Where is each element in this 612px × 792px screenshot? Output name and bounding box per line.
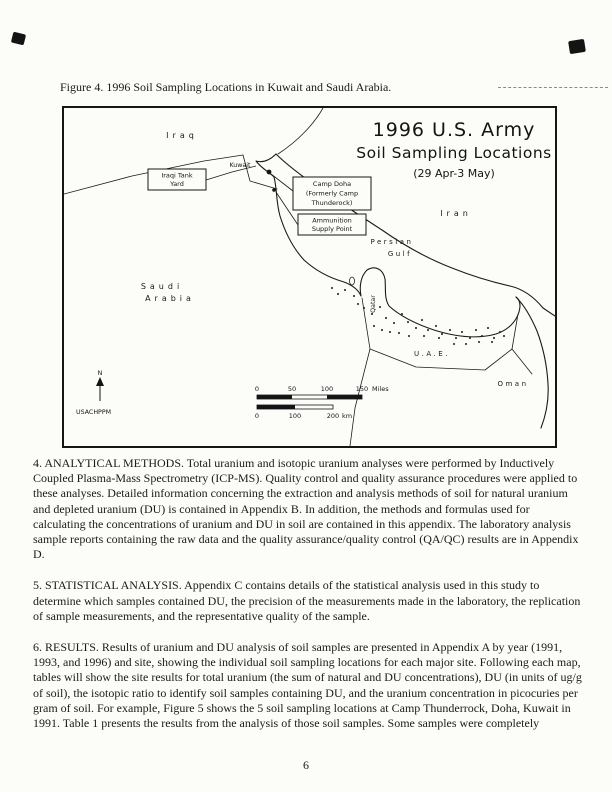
camp-doha-label-line1: Camp Doha xyxy=(312,180,352,188)
scan-artifact-top-left xyxy=(11,32,26,46)
iraq-iran-border xyxy=(278,108,323,154)
miles-unit-label: Miles xyxy=(372,385,389,393)
callout-ammo-supply xyxy=(298,214,366,235)
miles-bar-segment-2 xyxy=(327,395,362,399)
oman-coastline xyxy=(516,297,548,428)
label-uae: U.A.E. xyxy=(414,350,450,358)
map-title-line1: 1996 U.S. Army xyxy=(372,119,536,141)
map-title-line2: Soil Sampling Locations xyxy=(356,144,552,162)
label-saudi-line1: Saudi xyxy=(140,282,184,291)
callout-iraqi-tank-yard xyxy=(148,169,206,190)
km-unit-label: km xyxy=(342,412,353,420)
camp-doha-label-line3: Thunderock) xyxy=(311,199,353,207)
north-arrow xyxy=(76,370,111,416)
ammo-label-line2: Supply Point xyxy=(311,225,353,233)
miles-tick-150: 150 xyxy=(355,385,369,393)
north-arrow-head xyxy=(96,377,104,386)
kuwait-border xyxy=(243,155,277,189)
uae-oman-border xyxy=(512,349,532,374)
tank-yard-label-line2: Yard xyxy=(170,180,184,188)
ammo-point-marker xyxy=(272,188,276,192)
paragraph-results: 6. RESULTS. Results of uranium and DU analysis of soil samples are presented in Appendix A by year (1991, 1993, and 1996) and site, showing the individual soil sampling locations for each major site. Following each map, tables will show the site results for total uranium (the sum of natural and DU concentrations), DU (in units of ug/g of soil), the isotopic ratio to identify soil samples containing DU, and the uranium concentration in picocuries per gram of soil. For example, Figure 5 shows the 5 soil sampling locations at Camp Thunderrock, Doha, Kuwait in 1991. Table 1 presents the results from the analysis of those soil samples. Some samples were completely xyxy=(33,640,582,731)
label-gulf-line2: Gulf xyxy=(387,250,413,258)
map-title-line3: (29 Apr-3 May) xyxy=(413,167,495,180)
paragraph-analytical-methods: 4. ANALYTICAL METHODS. Total uranium and isotopic uranium analyses were performed by Inductively Coupled Plasma-Mass Spectrometry (ICP-MS). Quality control and quality assurance procedures were applied to these analyses. Detailed information concerning the extraction and analysis methods of soil for natural uranium and depleted uranium (DU) is contained in Appendix B. In addition, the methods and formulas used for calculating the concentrations of uranium and DU in soil are contained in this appendix. The laboratory analysis sample reports containing the raw data and the quality assurance/quality control (QA/QC) results are in Appendix D. xyxy=(33,456,579,562)
north-label: N xyxy=(97,370,103,377)
label-oman: Oman xyxy=(497,380,529,388)
label-qatar: Qatar xyxy=(370,295,377,313)
km-bar-segment-1 xyxy=(257,405,295,409)
leader-lines xyxy=(206,166,298,225)
page-number: 6 xyxy=(303,758,309,772)
ammo-label-line1: Ammunition xyxy=(312,216,352,225)
miles-tick-100: 100 xyxy=(320,385,334,393)
km-tick-200: 200 xyxy=(326,412,340,420)
km-tick-0: 0 xyxy=(254,412,260,420)
callout-camp-doha xyxy=(293,177,371,210)
figure-caption: Figure 4. 1996 Soil Sampling Locations in Kuwait and Saudi Arabia. xyxy=(60,80,392,94)
paragraph-statistical-analysis: 5. STATISTICAL ANALYSIS. Appendix C contains details of the statistical analysis used in this study to determine which samples contained DU, the precision of the measurements made in the laboratory, the replication of sample measurements, and the representative quality of the sample. xyxy=(33,578,581,623)
label-iraq: Iraq xyxy=(166,131,198,140)
body-text xyxy=(33,456,585,747)
label-saudi-line2: Arabia xyxy=(145,294,195,303)
map-canvas xyxy=(64,108,555,446)
agency-label: USACHPPM xyxy=(76,409,112,416)
label-iran: Iran xyxy=(440,209,472,218)
miles-bar-segment-1 xyxy=(257,395,292,399)
tank-yard-label-line1: Iraqi Tank xyxy=(161,171,193,180)
map-title xyxy=(356,119,551,180)
map-figure xyxy=(62,106,557,448)
scan-artifact-top-right xyxy=(568,39,586,54)
scale-bars xyxy=(255,385,389,420)
label-gulf-line1: Persian xyxy=(370,238,414,246)
km-tick-100: 100 xyxy=(288,412,302,420)
label-kuwait: Kuwait xyxy=(229,162,251,169)
miles-tick-50: 50 xyxy=(287,385,297,393)
camp-doha-marker xyxy=(267,170,272,175)
bahrain-island xyxy=(350,277,355,285)
camp-doha-label-line2: (Formerly Camp xyxy=(305,189,359,198)
miles-tick-0: 0 xyxy=(254,385,260,393)
